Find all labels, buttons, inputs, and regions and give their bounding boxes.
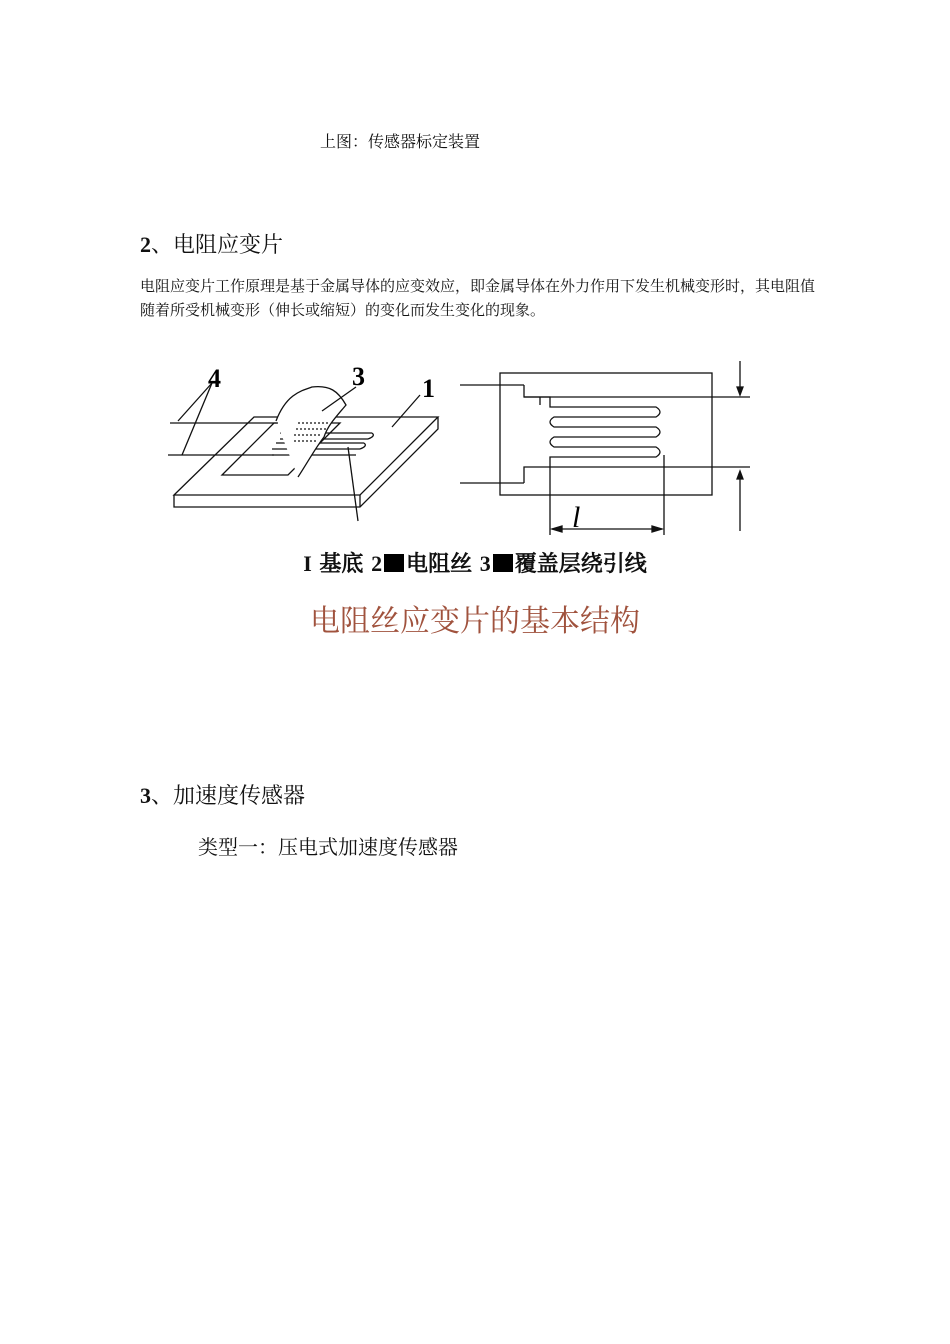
- strain-gauge-paragraph: 电阻应变片工作原理是基于金属导体的应变效应，即金属导体在外力作用下发生机械变形时，其电阻值随着所受机械变形（伸长或缩短）的变化而发生变化的现象。: [140, 277, 816, 319]
- section-heading-3: [140, 779, 305, 810]
- legend-text-3: 覆盖层绕引线: [514, 552, 647, 577]
- section-title: 、电阻应变片: [151, 233, 284, 258]
- subtype-line: 类型一：压电式加速度传感器: [198, 835, 458, 859]
- legend-square-2: [493, 554, 513, 572]
- gauge-3d-drawing: [168, 383, 438, 521]
- figure-caption-top: 上图：传感器标定装置: [320, 132, 481, 151]
- legend-text-2: 电阻丝: [406, 552, 473, 577]
- label-1: 1: [422, 374, 435, 403]
- legend-num-2: 2: [371, 551, 383, 576]
- length-label: l: [572, 501, 581, 534]
- section-number: 3: [140, 783, 151, 808]
- label-4: 4: [208, 364, 221, 393]
- figure-legend: [0, 547, 950, 578]
- legend-square-1: [384, 554, 404, 572]
- gauge-plan-view: [460, 361, 750, 535]
- strain-gauge-diagram: [160, 355, 760, 545]
- figure-title: 电阻丝应变片的基本结构: [310, 604, 640, 639]
- legend-num-1: I: [303, 551, 312, 576]
- section-number: 2: [140, 232, 151, 257]
- section-title: 、加速度传感器: [151, 784, 306, 809]
- legend-num-3: 3: [479, 551, 491, 576]
- label-3: 3: [352, 362, 365, 391]
- legend-text-1: 基底: [319, 552, 364, 577]
- section-heading-2: [140, 228, 283, 259]
